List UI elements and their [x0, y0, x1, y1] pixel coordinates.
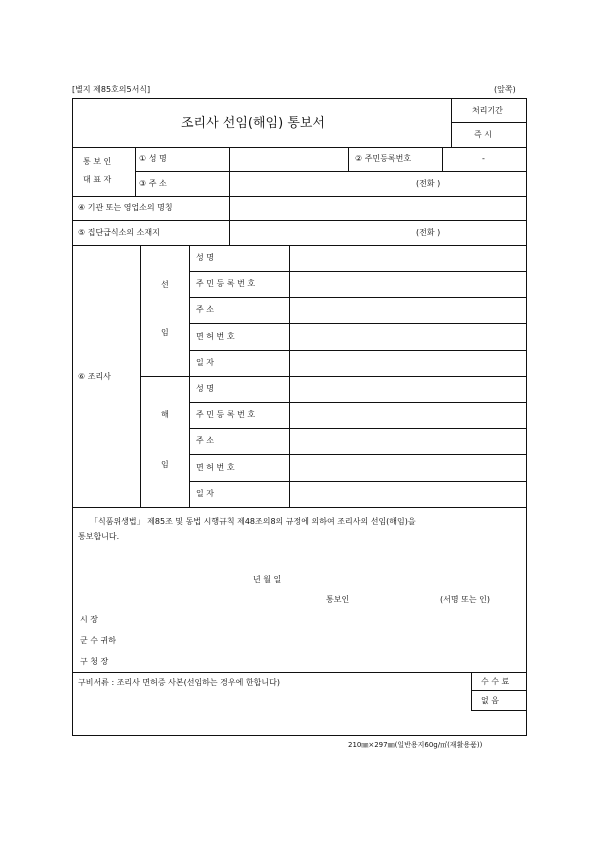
appoint-address-label: 주 소: [196, 305, 214, 314]
date-line: 년 월 일: [253, 575, 282, 584]
form-reference: [별지 제85호의5서식]: [72, 85, 151, 94]
notifier-rrn-field[interactable]: [443, 148, 527, 171]
dismiss-date-field[interactable]: [290, 482, 527, 507]
appoint-license-field[interactable]: [290, 324, 527, 350]
recipient-mayor: 시 장: [80, 615, 98, 624]
statement-line-2: 통보합니다.: [78, 532, 120, 541]
facility-location-label: ⑤ 집단급식소의 소재지: [78, 228, 160, 237]
appoint-date-field[interactable]: [290, 351, 527, 376]
notifier-label: 통 보 인: [83, 157, 112, 166]
appoint-char-1: 선: [161, 280, 169, 289]
appoint-rrn-field[interactable]: [290, 272, 527, 297]
dismiss-address-field[interactable]: [290, 429, 527, 454]
business-name-label: ④ 기관 또는 영업소의 명칭: [78, 203, 173, 212]
recipient-district: 구 청 장: [80, 657, 109, 666]
notifier-name-field[interactable]: [230, 148, 348, 171]
facility-location-field[interactable]: [230, 221, 527, 245]
sign-or-seal-label: (서명 또는 인): [440, 595, 490, 604]
notifier-sign-label: 통보인: [326, 595, 350, 604]
recipient-county: 군 수 귀하: [80, 636, 116, 645]
appoint-char-2: 임: [161, 328, 169, 337]
processing-period-value: 즉 시: [474, 130, 492, 139]
facility-phone-label: (전화 ): [416, 228, 441, 237]
dismiss-char-1: 해: [161, 410, 169, 419]
fee-value: 없 음: [481, 696, 499, 705]
side-label: (앞쪽): [494, 85, 516, 94]
dismiss-license-label: 면 허 번 호: [196, 463, 235, 472]
notifier-address-field[interactable]: [230, 172, 527, 196]
appoint-date-label: 일 자: [196, 358, 214, 367]
rrn-label: ② 주민등록번호: [355, 154, 412, 163]
paper-spec: 210㎜×297㎜(일반용지60g/㎡(재활용품)): [348, 741, 483, 749]
dismiss-rrn-label: 주 민 등 록 번 호: [196, 410, 256, 419]
rrn-dash: -: [482, 154, 485, 163]
dismiss-address-label: 주 소: [196, 436, 214, 445]
appoint-rrn-label: 주 민 등 록 번 호: [196, 279, 256, 288]
statement-line-1: 「식품위생법」 제85조 및 동법 시행규칙 제48조의8의 규정에 의하여 조리사의 선임(해임)을: [90, 517, 416, 526]
required-documents: 구비서류 : 조리사 면허증 사본(선임하는 경우에 한합니다): [78, 678, 280, 687]
notifier-phone-label: (전화 ): [416, 179, 441, 188]
name-label: ① 성 명: [139, 154, 167, 163]
notifier-sign-field[interactable]: [360, 592, 436, 606]
dismiss-char-2: 임: [161, 460, 169, 469]
representative-label: 대 표 자: [83, 175, 112, 184]
processing-period-label: 처리기간: [472, 106, 503, 115]
dismiss-name-field[interactable]: [290, 377, 527, 402]
appoint-name-field[interactable]: [290, 246, 527, 271]
cook-label: ⑥ 조리사: [78, 372, 111, 381]
address-label: ③ 주 소: [139, 179, 167, 188]
form-title: 조리사 선임(해임) 통보서: [181, 116, 325, 131]
appoint-license-label: 면 허 번 호: [196, 332, 235, 341]
appoint-name-label: 성 명: [196, 253, 214, 262]
dismiss-date-label: 일 자: [196, 489, 214, 498]
fee-label: 수 수 료: [481, 677, 510, 686]
dismiss-rrn-field[interactable]: [290, 403, 527, 428]
dismiss-name-label: 성 명: [196, 384, 214, 393]
dismiss-license-field[interactable]: [290, 455, 527, 481]
business-name-field[interactable]: [230, 197, 527, 220]
appoint-address-field[interactable]: [290, 298, 527, 323]
